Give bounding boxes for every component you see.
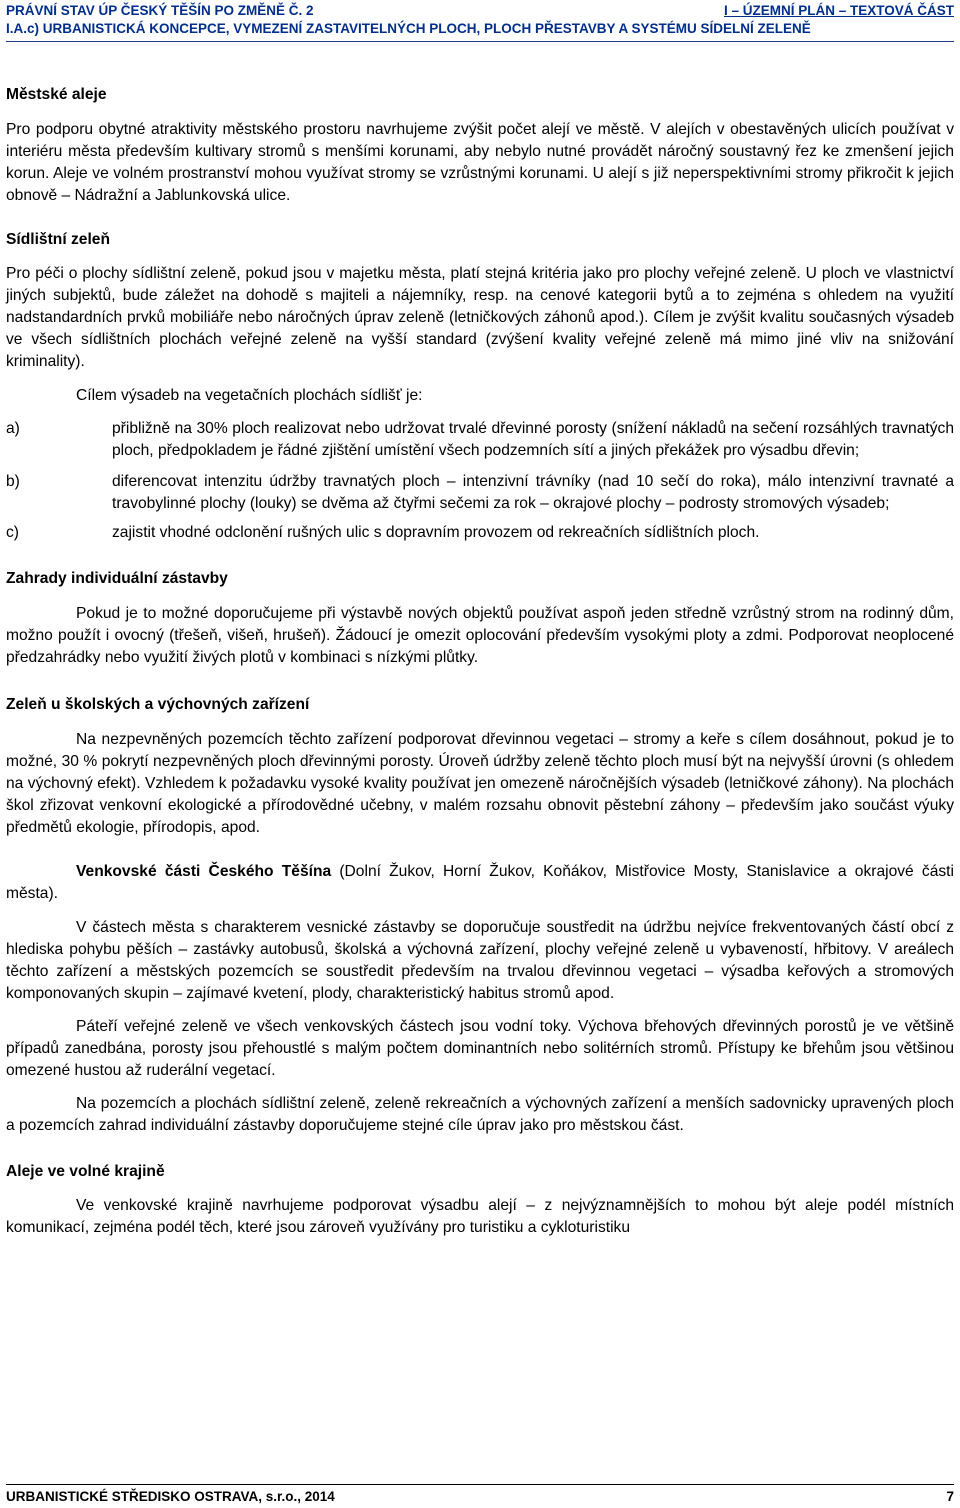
paragraph-skolska-zarizeni: Na nezpevněných pozemcích těchto zařízení podporovat dřevinnou vegetaci – stromy a keře s cílem dosáhnout, pokud je to možné, 30 % pokrytí nezpevněných ploch dřevinnými porosty. Úroveň údržby zeleně těchto ploch musí být na nejvyšší úrovni (s ohledem na výchovný efekt). Vzhledem k požadavku vysoké kvality používat jen omezeně náročnějších výsadeb (letničkové záhony). Na plochách škol zřizovat venkovní ekologické a přírodovědné učebny, v malém rozsahu obnovit pěstební záhony – především jako součást výuky předmětů ekologie, přírodopis, apod.	[6, 731, 954, 836]
page-header	[6, 0, 954, 42]
header-divider	[6, 41, 954, 42]
page-body	[6, 84, 954, 1239]
paragraph-sidlistni-intro: Cílem výsadeb na vegetačních plochách sídlišť je:	[76, 387, 423, 404]
paragraph-venkovske-1: V částech města s charakterem vesnické zástavby se doporučuje soustředit na údržbu nejvíce frekventovaných částí obcí z hlediska pohybu pěších – zastávky autobusů, školská a výchovná zařízení, plochy veřejné zeleně u vybaveností, hřbitovy. V areálech těchto zařízení a městských pozemcích se soustředit především na trvalou dřevinnou vegetaci – výsadba keřových a stromových komponovaných skupin – zajímavé kvetení, plody, charakteristický habitus stromů apod.	[6, 919, 954, 1002]
paragraph-venkovske-3: Na pozemcích a plochách sídlištní zeleně, zeleně rekreačních a výchovných zařízení a menších sadovnicky upravených ploch a pozemcích zahrad individuální zástavby doporučujeme stejné cíle úprav jako pro městskou část.	[6, 1095, 954, 1134]
list-item	[6, 418, 954, 462]
list-item-text: zajistit vhodné odclonění rušných ulic s dopravním provozem od rekreačních sídlištních ploch.	[112, 524, 760, 541]
page-footer	[6, 1489, 954, 1504]
list-item-marker: a)	[6, 420, 20, 437]
header-chapter-title: I.A.c) URBANISTICKÁ KONCEPCE, VYMEZENÍ ZASTAVITELNÝCH PLOCH, PLOCH PŘESTAVBY A SYSTÉMU SÍDELNÍ ZELENĚ	[6, 21, 811, 36]
heading-skolska-zarizeni: Zeleň u školských a výchovných zařízení	[6, 696, 310, 713]
paragraph-venkovske-2: Páteří veřejné zeleně ve všech venkovských částech jsou vodní toky. Výchova břehových dřevinných porostů je ve většině případů zanedbána, porosty jsou přehoustlé s malým počtem dominantních nebo solitérních stromů. Přístupy ke břehům jsou většinou omezené hustou až ruderální vegetací.	[6, 1018, 954, 1079]
paragraph-venkovske-heading	[6, 861, 954, 905]
heading-venkovske-casti: Venkovské části Českého Těšína	[76, 863, 332, 880]
list-item	[6, 471, 954, 515]
list-item-text: přibližně na 30% ploch realizovat nebo udržovat trvalé dřevinné porosty (snížení nákladů na sečení rozsáhlých travnatých ploch, předpokladem je řádné zjištění umístění všech podzemních sítí a jiných překážek pro výsadbu dřevin;	[112, 420, 954, 459]
header-document-title: PRÁVNÍ STAV ÚP ČESKÝ TĚŠÍN PO ZMĚNĚ Č. 2	[6, 3, 314, 18]
list-item-marker: c)	[6, 524, 19, 541]
page-number: 7	[946, 1489, 954, 1504]
list-item-marker: b)	[6, 473, 20, 490]
paragraph-sidlistni-zelen: Pro péči o plochy sídlištní zeleně, pokud jsou v majetku města, platí stejná kritéria jako pro plochy veřejné zeleně. U ploch ve vlastnictví jiných subjektů, bude záležet na dohodě s majiteli a nájemníky, resp. na cenové kategorii bytů a to zejména s ohledem na využití nadstandardních prvků mobiliáře nebo náročných úprav zeleně (letničkových záhonů apod.). Cílem je zvýšit kvalitu současných výsadeb ve všech sídlištních plochách veřejné zeleně na vyšší standard (zvýšení kvality veřejné zeleně má mimo jiné vliv na snižování kriminality).	[6, 265, 954, 370]
list-item	[6, 522, 954, 544]
heading-sidlistni-zelen: Sídlištní zeleň	[6, 231, 110, 248]
paragraph-mestske-aleje: Pro podporu obytné atraktivity městského prostoru navrhujeme zvýšit počet alejí ve městě. V alejích v obestavěných ulicích používat v interiéru města především kultivary stromů s menšími korunami, aby nebylo nutné provádět náročný soustavný řez ke zmenšení jejich korun. Aleje ve volném prostranství mohou využívat stromy se vzrůstnými korunami. U alejí s již neperspektivními stromy přikročit k jejich obnově – Nádražní a Jablunkovská ulice.	[6, 121, 954, 204]
heading-zahrady: Zahrady individuální zástavby	[6, 570, 228, 587]
list-item-text: diferencovat intenzitu údržby travnatých ploch – intenzivní trávníky (nad 10 sečí do roka), málo intenzivní travnaté a travobylinné plochy (louky) se dvěma až čtyřmi sečemi za rok – okrajové plochy – podrosty stromových výsadeb;	[112, 473, 954, 512]
heading-mestske-aleje: Městské aleje	[6, 86, 107, 103]
footer-divider	[6, 1484, 954, 1485]
venkovske-casti-list: (Dolní Žukov, Horní Žukov, Koňákov, Mistřovice Mosty, Stanislavice a okrajové části města).	[6, 863, 954, 902]
header-section-title: I – ÚZEMNÍ PLÁN – TEXTOVÁ ČÁST	[723, 3, 954, 18]
footer-organization: URBANISTICKÉ STŘEDISKO OSTRAVA, s.r.o., 2014	[6, 1489, 335, 1504]
paragraph-zahrady: Pokud je to možné doporučujeme při výstavbě nových objektů používat aspoň jeden středně vzrůstný strom na rodinný dům, možno použít i ovocný (třešeň, višeň, hrušeň). Žádoucí je omezit oplocování především vysokými ploty a zdmi. Podporovat neoplocené předzahrádky nebo využití živých plotů v kombinaci s nízkými plůtky.	[6, 605, 954, 666]
paragraph-aleje-volna-krajina: Ve venkovské krajině navrhujeme podporovat výsadbu alejí – z nejvýznamnějších to mohou být aleje podél místních komunikací, zejména podél těch, které jsou zároveň využívány pro turistiku a cykloturistiku	[6, 1197, 954, 1236]
heading-aleje-volna-krajina: Aleje ve volné krajině	[6, 1163, 165, 1180]
